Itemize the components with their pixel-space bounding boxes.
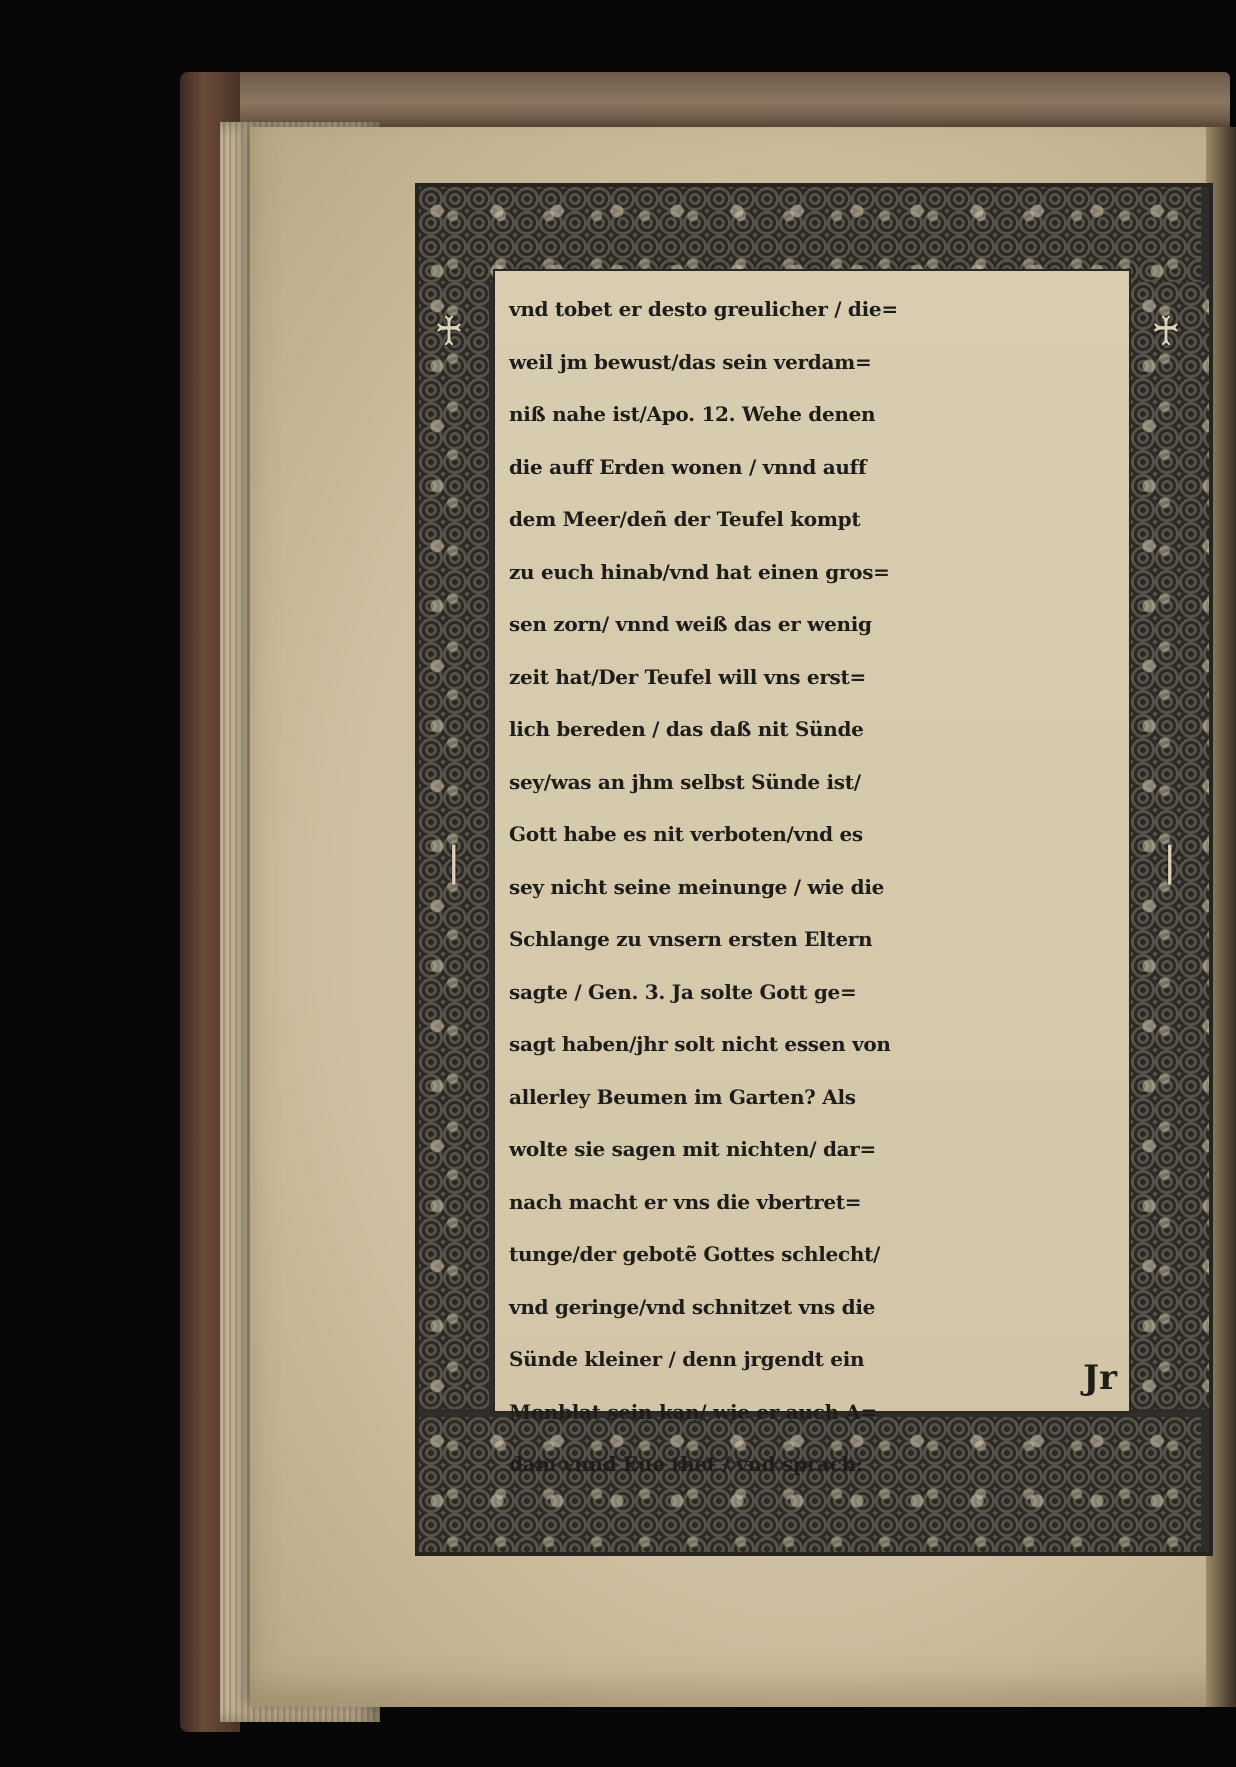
text-line: Schlange zu vnsern ersten Eltern bbox=[509, 927, 873, 951]
text-line: niß nahe ist/Apo. 12. Wehe denen bbox=[509, 402, 876, 426]
text-line: weil jm bewust/das sein verdam= bbox=[509, 349, 872, 374]
text-line: vnd tobet er desto greulicher / die= bbox=[509, 297, 898, 321]
catchword: Jr bbox=[1083, 1358, 1117, 1398]
text-line: wolte sie sagen mit nichten/ dar= bbox=[509, 1137, 876, 1161]
text-line: zu euch hinab/vnd hat einen gros= bbox=[509, 559, 890, 584]
floral-ornament-icon bbox=[419, 187, 1201, 282]
saint-figure-glyph: ♰ bbox=[434, 309, 464, 355]
text-line: zeit hat/Der Teufel will vns erst= bbox=[509, 664, 866, 689]
saint-andrew-figure-icon bbox=[1131, 282, 1209, 1409]
text-line: die auff Erden wonen / vnnd auff bbox=[509, 454, 867, 479]
text-line: sey/was an jhm selbst Sünde ist/ bbox=[509, 769, 861, 794]
text-line: sagte / Gen. 3. Ja solte Gott ge= bbox=[509, 979, 857, 1004]
text-line: Sünde kleiner / denn jrgendt ein bbox=[509, 1347, 865, 1371]
text-line: dam vnnd Eue thet / vnd sprach: bbox=[509, 1452, 863, 1476]
woodcut-border-frame bbox=[415, 183, 1213, 1556]
saint-peter-figure-icon bbox=[419, 282, 489, 1409]
text-line: dem Meer/deñ der Teufel kompt bbox=[509, 507, 861, 531]
text-line: allerley Beumen im Garten? Als bbox=[509, 1084, 856, 1109]
text-line: Gott habe es nit verboten/vnd es bbox=[509, 822, 863, 846]
text-line: sagt haben/jhr solt nicht essen von bbox=[509, 1032, 891, 1056]
text-line: vnd geringe/vnd schnitzet vns die bbox=[509, 1294, 876, 1319]
text-line: sey nicht seine meinunge / wie die bbox=[509, 874, 885, 899]
saint-figure-glyph: ♰ bbox=[1151, 309, 1181, 355]
text-line: tunge/der gebotẽ Gottes schlecht/ bbox=[509, 1242, 881, 1266]
column-glyph: ❘ bbox=[437, 839, 471, 885]
text-line: nach macht er vns die vbertret= bbox=[509, 1189, 862, 1214]
body-text bbox=[509, 283, 1117, 1491]
column-glyph: ❘ bbox=[1153, 839, 1187, 885]
text-line: Monblat sein kan/ wie er auch A= bbox=[509, 1399, 878, 1424]
text-line: lich bereden / das daß nit Sünde bbox=[509, 717, 864, 741]
text-line: sen zorn/ vnnd weiß das er wenig bbox=[509, 612, 872, 636]
text-panel bbox=[493, 269, 1131, 1476]
